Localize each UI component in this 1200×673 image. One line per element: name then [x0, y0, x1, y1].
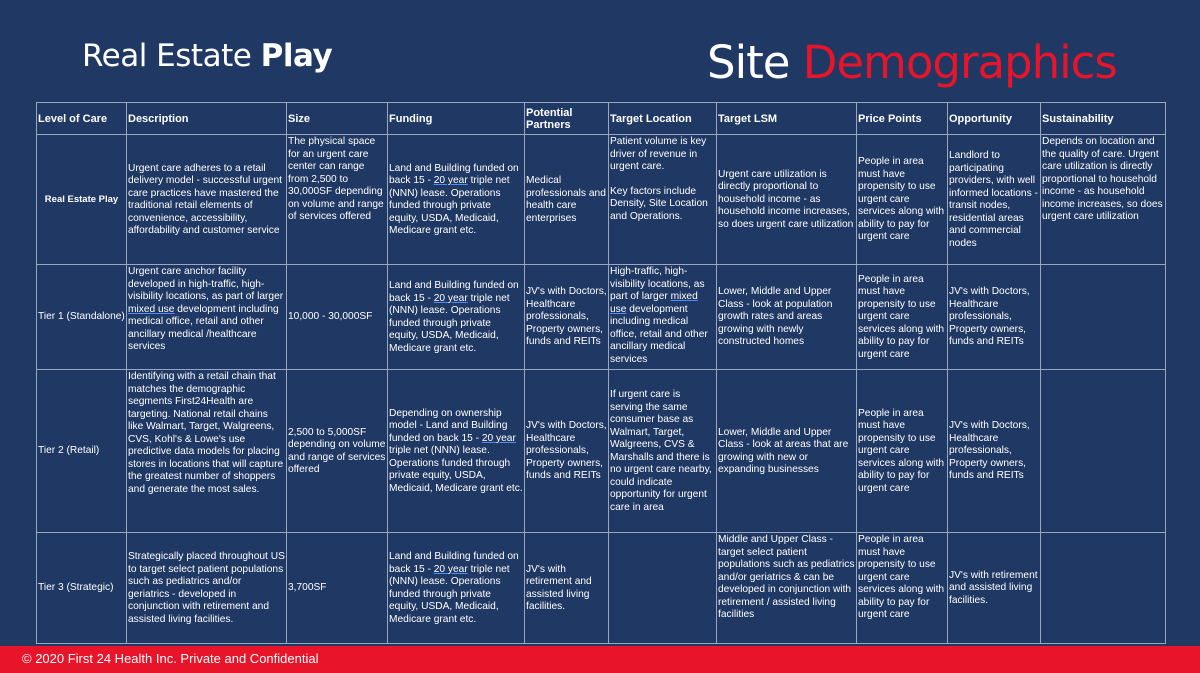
slide-title-right [707, 36, 1117, 89]
cell-size: 10,000 - 30,000SF [287, 265, 388, 370]
funding-text-end: triple net (NNN) lease. Operations funded through private equity, USDA, Medicaid, Medicare grant etc. [389, 445, 523, 494]
cell-size: 2,500 to 5,000SF depending on volume and range of services offered [287, 370, 388, 533]
slide-title-left [82, 38, 332, 74]
header-funding: Funding [388, 103, 525, 135]
cell-funding [388, 533, 525, 644]
cell-lsm: Middle and Upper Class - target select patient populations such as pediatrics and/or geriatrics & can be developed in conjunction with retirement / assisted living facilities [717, 533, 857, 644]
cell-price: People in area must have propensity to use urgent care services along with ability to pay for urgent care [857, 370, 948, 533]
cell-level: Tier 3 (Strategic) [37, 533, 127, 644]
cell-lsm: Lower, Middle and Upper Class - look at population growth rates and areas growing with newly constructed homes [717, 265, 857, 370]
description-text-end: development including medical office, retail and other ancillary medical /healthcare services [128, 303, 279, 352]
header-target-location: Target Location [609, 103, 717, 135]
funding-text: Land and Building funded on back 15 - [389, 280, 519, 304]
cell-partners: JV's with Doctors, Healthcare professionals, Property owners, funds and REITs [525, 265, 609, 370]
header-sustainability: Sustainability [1041, 103, 1166, 135]
cell-level: Real Estate Play [37, 135, 127, 265]
cell-lsm: Urgent care utilization is directly proportional to household income - as household income increases, so does urgent care utilization [717, 135, 857, 265]
footer-copyright: © 2020 First 24 Health Inc. Private and Confidential [22, 651, 319, 666]
title-right-normal: Site [707, 36, 803, 89]
cell-level: Tier 2 (Retail) [37, 370, 127, 533]
cell-size: 3,700SF [287, 533, 388, 644]
cell-opportunity: JV's with Doctors, Healthcare professionals, Property owners, funds and REITs [948, 370, 1041, 533]
funding-text: Depending on ownership model - Land and Building funded on back 15 - [389, 407, 508, 444]
header-description: Description [127, 103, 287, 135]
funding-underlined: 20 year [433, 563, 468, 575]
cell-price: People in area must have propensity to use urgent care services along with ability to pay for urgent care [857, 533, 948, 644]
table-header-row [37, 103, 1166, 135]
cell-funding [388, 135, 525, 265]
cell-description: Strategically placed throughout US to target select patient populations such as pediatrics and/or geriatrics - developed in conjunction with retirement and assisted living facilities. [127, 533, 287, 644]
cell-description: Identifying with a retail chain that matches the demographic segments First24Health are targeting. National retail chains like Walmart, Target, Walgreens, CVS, Kohl's & Lowe's use predictive data models for placing stores in locations that will capture the greatest number of shoppers and generate the most sales. [127, 370, 287, 533]
cell-level: Tier 1 (Standalone) [37, 265, 127, 370]
cell-partners: JV's with Doctors, Healthcare professionals, Property owners, funds and REITs [525, 370, 609, 533]
cell-funding [388, 370, 525, 533]
cell-sustainability [1041, 370, 1166, 533]
header-level-of-care: Level of Care [37, 103, 127, 135]
cell-sustainability [1041, 265, 1166, 370]
cell-location [609, 135, 717, 265]
cell-location [609, 265, 717, 370]
cell-size: The physical space for an urgent care center can range from 2,500 to 30,000SF depending on volume and range of services offered [287, 135, 388, 265]
header-size: Size [287, 103, 388, 135]
location-para-1: Patient volume is key driver of revenue in urgent care. [610, 136, 707, 172]
cell-description: Urgent care adheres to a retail delivery model - successful urgent care practices have mastered the traditional retail elements of convenience, accessibility, affordability and customer service [127, 135, 287, 265]
cell-opportunity: Landlord to participating providers, with well informed locations - transit nodes, residential areas and commercial nodes [948, 135, 1041, 265]
funding-underlined: 20 year [433, 175, 468, 186]
title-left-bold: Play [260, 38, 333, 74]
title-right-accent: Demographics [802, 36, 1117, 89]
cell-location: If urgent care is serving the same consumer base as Walmart, Target, Walgreens, CVS & Marshalls and there is no urgent care nearby, could indicate opportunity for urgent care in area [609, 370, 717, 533]
header-price-points: Price Points [857, 103, 948, 135]
table-row [37, 370, 1166, 533]
description-text: Urgent care anchor facility developed in high-traffic, high-visibility locations, as part of larger [128, 266, 284, 302]
cell-location [609, 533, 717, 644]
table-row [37, 533, 1166, 644]
cell-sustainability [1041, 533, 1166, 644]
cell-funding [388, 265, 525, 370]
location-text-end: development including medical office, retail and other ancillary medical services [610, 303, 708, 365]
funding-text: Land and Building funded on back 15 - [389, 551, 519, 575]
cell-partners: Medical professionals and health care enterprises [525, 135, 609, 265]
location-text: High-traffic, high-visibility locations, as part of larger [610, 266, 705, 302]
cell-opportunity: JV's with retirement and assisted living facilities. [948, 533, 1041, 644]
funding-text: Land and Building funded on back 15 - [389, 162, 519, 186]
funding-text-end: triple net (NNN) lease. Operations funded through private equity, USDA, Medicaid, Medicare grant etc. [389, 292, 510, 354]
table-row [37, 135, 1166, 265]
header-potential-partners: Potential Partners [525, 103, 609, 135]
footer-bar [0, 646, 1200, 673]
description-underlined: mixed use [128, 303, 175, 315]
demographics-table [36, 102, 1166, 644]
funding-underlined: 20 year [481, 432, 516, 444]
cell-lsm: Lower, Middle and Upper Class - look at areas that are growing with new or expanding businesses [717, 370, 857, 533]
funding-underlined: 20 year [433, 292, 468, 304]
funding-text-end: triple net (NNN) lease. Operations funded through private equity, USDA, Medicaid, Medicare grant etc. [389, 175, 510, 236]
table-row [37, 265, 1166, 370]
cell-sustainability: Depends on location and the quality of care. Urgent care utilization is directly proportional to household income - as household income increases, so does urgent care utilization [1041, 135, 1166, 265]
cell-price: People in area must have propensity to use urgent care services along with ability to pay for urgent care [857, 265, 948, 370]
location-underlined: mixed use [610, 291, 698, 315]
cell-price: People in area must have propensity to use urgent care services along with ability to pay for urgent care [857, 135, 948, 265]
title-left-normal: Real Estate [82, 38, 261, 74]
header-opportunity: Opportunity [948, 103, 1041, 135]
cell-description [127, 265, 287, 370]
header-target-lsm: Target LSM [717, 103, 857, 135]
funding-text-end: triple net (NNN) lease. Operations funded through private equity, USDA, Medicaid, Medicare grant etc. [389, 563, 510, 625]
cell-opportunity: JV's with Doctors, Healthcare professionals, Property owners, funds and REITs [948, 265, 1041, 370]
cell-partners: JV's with retirement and assisted living facilities. [525, 533, 609, 644]
location-para-2: Key factors include Density, Site Location and Operations. [610, 185, 708, 222]
